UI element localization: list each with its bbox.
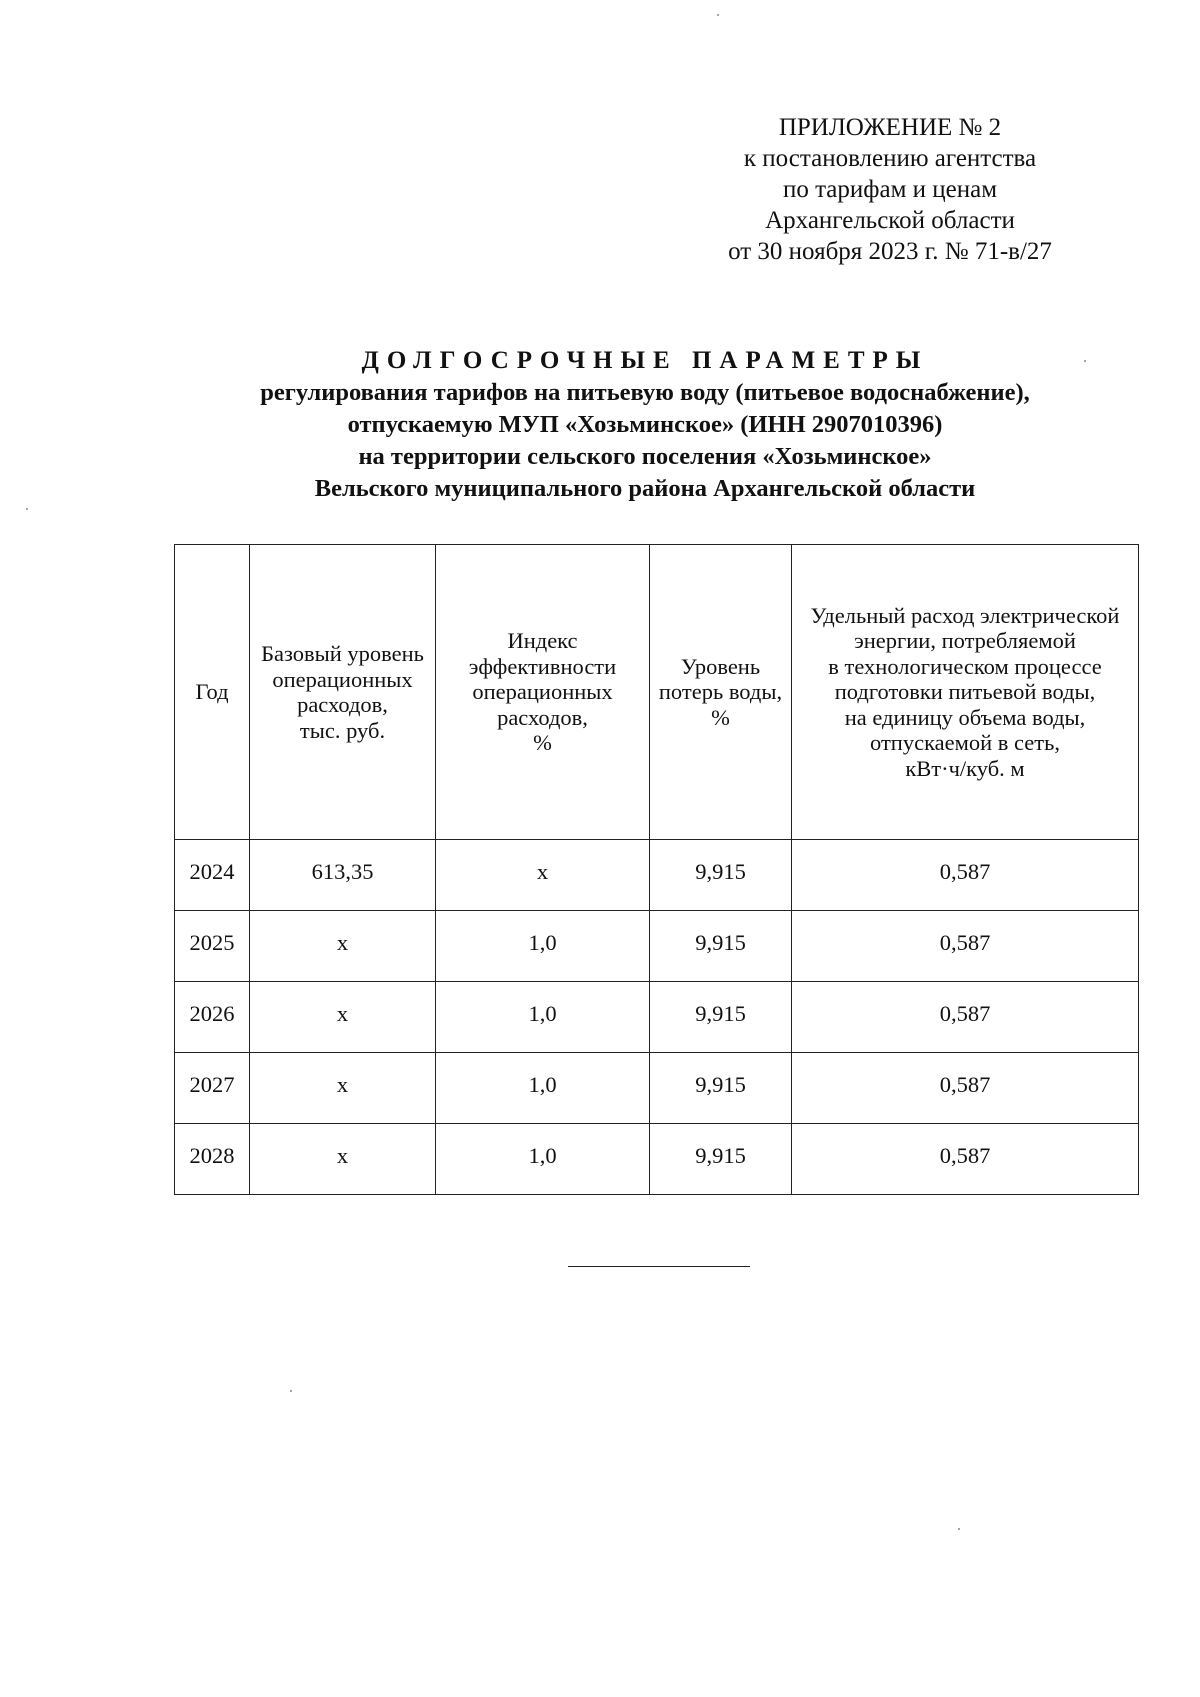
cell-year: 2027 <box>175 1053 250 1124</box>
title-line-4: Вельского муниципального района Архангельской области <box>314 475 976 502</box>
cell-water-losses: 9,915 <box>650 1124 792 1195</box>
cell-year: 2028 <box>175 1124 250 1195</box>
header-line: расходов, <box>297 692 388 717</box>
header-line: кВт·ч/куб. м <box>905 755 1025 781</box>
cell-water-losses: 9,915 <box>650 1053 792 1124</box>
header-line: % <box>533 730 552 756</box>
appendix-number: ПРИЛОЖЕНИЕ № 2 <box>778 114 1002 141</box>
appendix-resolution-ref: к постановлению агентства <box>743 145 1037 172</box>
header-line: Индекс <box>507 628 578 654</box>
header-line: операционных <box>272 666 413 692</box>
header-line: на единицу объема воды, <box>844 704 1086 730</box>
cell-energy-consumption: 0,587 <box>792 982 1139 1053</box>
cell-base-opex: х <box>250 911 436 982</box>
table-row <box>175 840 1139 911</box>
header-line: Базовый уровень <box>261 641 424 666</box>
title-line-1: регулирования тарифов на питьевую воду (питьевое водоснабжение), <box>260 379 1030 406</box>
document-title <box>150 345 1140 505</box>
cell-energy-consumption: 0,587 <box>792 1124 1139 1195</box>
header-year <box>175 545 250 840</box>
cell-water-losses: 9,915 <box>650 911 792 982</box>
cell-efficiency-index: 1,0 <box>436 1053 650 1124</box>
header-line: Год <box>195 679 229 705</box>
header-base-opex <box>250 545 436 840</box>
title-line-2: отпускаемую МУП «Хозьминское» (ИНН 2907010396) <box>347 411 943 438</box>
header-line: энергии, потребляемой <box>854 628 1076 654</box>
cell-energy-consumption: 0,587 <box>792 840 1139 911</box>
scan-speck <box>958 1528 960 1530</box>
cell-efficiency-index: 1,0 <box>436 911 650 982</box>
header-line: потерь воды, <box>658 679 783 705</box>
header-line: тыс. руб. <box>299 717 386 743</box>
cell-base-opex: х <box>250 982 436 1053</box>
cell-year: 2024 <box>175 840 250 911</box>
appendix-block <box>700 112 1080 267</box>
header-line: % <box>711 704 730 730</box>
header-line: Уровень <box>680 653 761 679</box>
scan-speck <box>26 508 28 510</box>
header-efficiency-index <box>436 545 650 840</box>
header-line: подготовки питьевой воды, <box>834 679 1096 705</box>
scan-speck <box>717 14 719 16</box>
table-row <box>175 1124 1139 1195</box>
table-row <box>175 1053 1139 1124</box>
cell-efficiency-index: 1,0 <box>436 982 650 1053</box>
cell-efficiency-index: х <box>436 840 650 911</box>
parameters-table <box>174 544 1139 1195</box>
cell-energy-consumption: 0,587 <box>792 911 1139 982</box>
header-line: отпускаемой в сеть, <box>870 730 1060 756</box>
cell-year: 2025 <box>175 911 250 982</box>
header-water-losses <box>650 545 792 840</box>
header-line: Удельный расход электрической <box>810 602 1120 628</box>
header-line: эффективности <box>468 653 617 679</box>
header-line: расходов, <box>497 704 588 730</box>
table-row <box>175 982 1139 1053</box>
cell-efficiency-index: 1,0 <box>436 1124 650 1195</box>
cell-energy-consumption: 0,587 <box>792 1053 1139 1124</box>
header-energy-consumption <box>792 545 1139 840</box>
table-row <box>175 911 1139 982</box>
cell-base-opex: х <box>250 1053 436 1124</box>
cell-water-losses: 9,915 <box>650 982 792 1053</box>
title-line-3: на территории сельского поселения «Хозьминское» <box>358 443 932 470</box>
header-line: операционных <box>472 679 613 705</box>
header-line: в технологическом процессе <box>828 653 1102 679</box>
title-heading: ДОЛГОСРОЧНЫЕ ПАРАМЕТРЫ <box>361 347 929 374</box>
cell-base-opex: 613,35 <box>250 840 436 911</box>
appendix-date-number: от 30 ноября 2023 г. № 71-в/27 <box>728 238 1052 265</box>
appendix-region: Архангельской области <box>765 207 1015 234</box>
scan-speck <box>1084 360 1086 362</box>
scan-speck <box>290 1390 292 1392</box>
table-header-row <box>175 545 1139 840</box>
end-divider-line <box>568 1266 750 1267</box>
cell-water-losses: 9,915 <box>650 840 792 911</box>
cell-year: 2026 <box>175 982 250 1053</box>
cell-base-opex: х <box>250 1124 436 1195</box>
appendix-agency: по тарифам и ценам <box>782 176 998 203</box>
